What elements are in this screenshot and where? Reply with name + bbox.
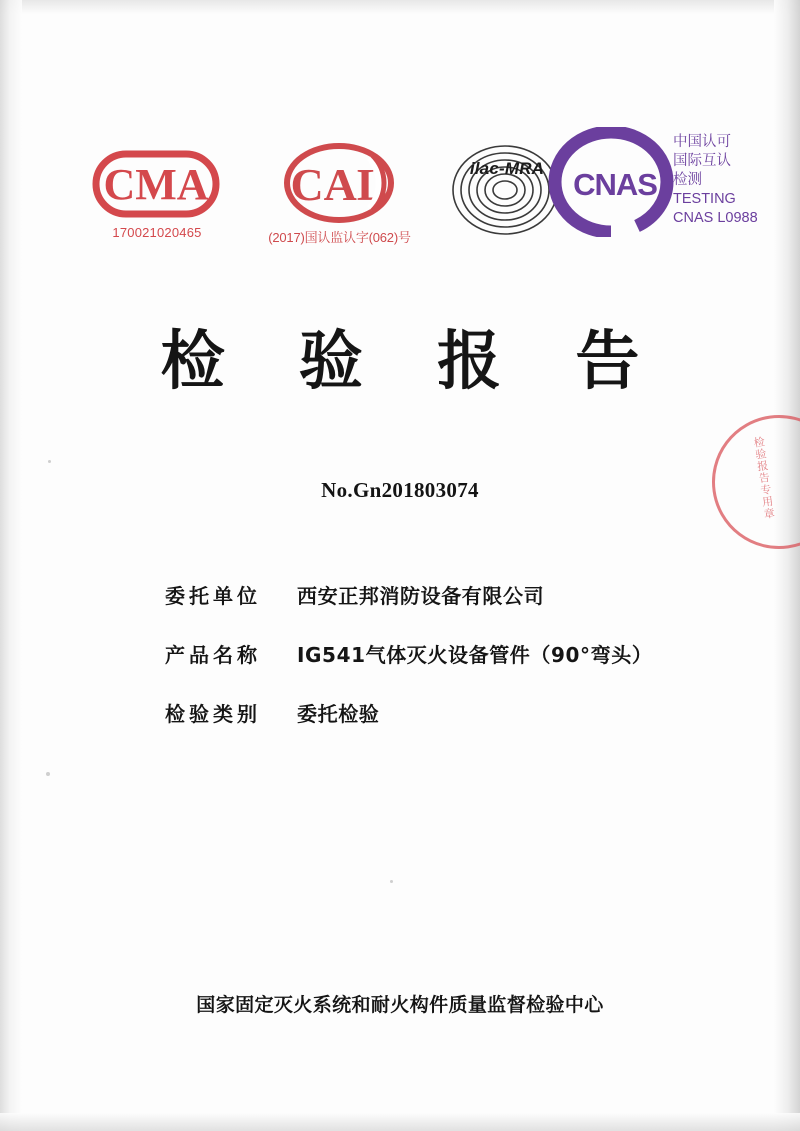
cma-logo	[92, 150, 222, 240]
footer-organization: 国家固定灭火系统和耐火构件质量监督检验中心	[196, 994, 604, 1016]
scan-speck	[48, 460, 51, 463]
cnas-wordmark: CNAS	[573, 167, 657, 202]
field-label-client: 委托单位	[165, 584, 261, 608]
field-value-client: 西安正邦消防设备有限公司	[297, 584, 545, 608]
cal-logo	[252, 143, 427, 246]
report-number: No.Gn201803074	[321, 478, 479, 502]
field-label-product: 产品名称	[165, 643, 261, 667]
scan-speck	[390, 880, 393, 883]
field-value-inspection-type: 委托检验	[297, 702, 380, 726]
cnas-line-1: 中国认可	[673, 134, 731, 150]
scan-edge-bottom	[0, 1113, 800, 1131]
cnas-line-2: 国际互认	[673, 153, 731, 169]
seal-label: 检验报告专用章	[751, 435, 777, 521]
cnas-line-5: CNAS L0988	[673, 210, 758, 226]
cal-code: (2017)国认监认字(062)号	[268, 230, 411, 245]
ilac-mra-label: ilac-MRA	[469, 159, 545, 178]
cnas-line-4: TESTING	[673, 191, 736, 207]
field-row-product	[165, 639, 725, 668]
field-row-client	[165, 580, 725, 609]
cal-mark-icon	[252, 143, 427, 223]
cma-mark-icon	[92, 150, 220, 218]
field-label-inspection-type: 检验类别	[165, 702, 261, 726]
field-value-product: IG541气体灭火设备管件（90°弯头）	[297, 643, 653, 667]
cma-code: 170021020465	[112, 225, 202, 240]
svg-text:CMA: CMA	[103, 160, 209, 209]
report-fields	[165, 580, 725, 757]
field-row-inspection-type	[165, 698, 725, 727]
cnas-logo	[445, 115, 785, 245]
cnas-line-3: 检测	[673, 172, 702, 188]
official-seal	[703, 406, 800, 557]
scan-edge-top	[0, 0, 800, 14]
svg-text:CAL: CAL	[290, 159, 388, 210]
page-title: 检 验 报 告	[160, 325, 666, 399]
accreditation-logos	[0, 105, 800, 270]
cnas-accreditation-lines	[673, 133, 758, 228]
scan-speck	[46, 772, 50, 776]
